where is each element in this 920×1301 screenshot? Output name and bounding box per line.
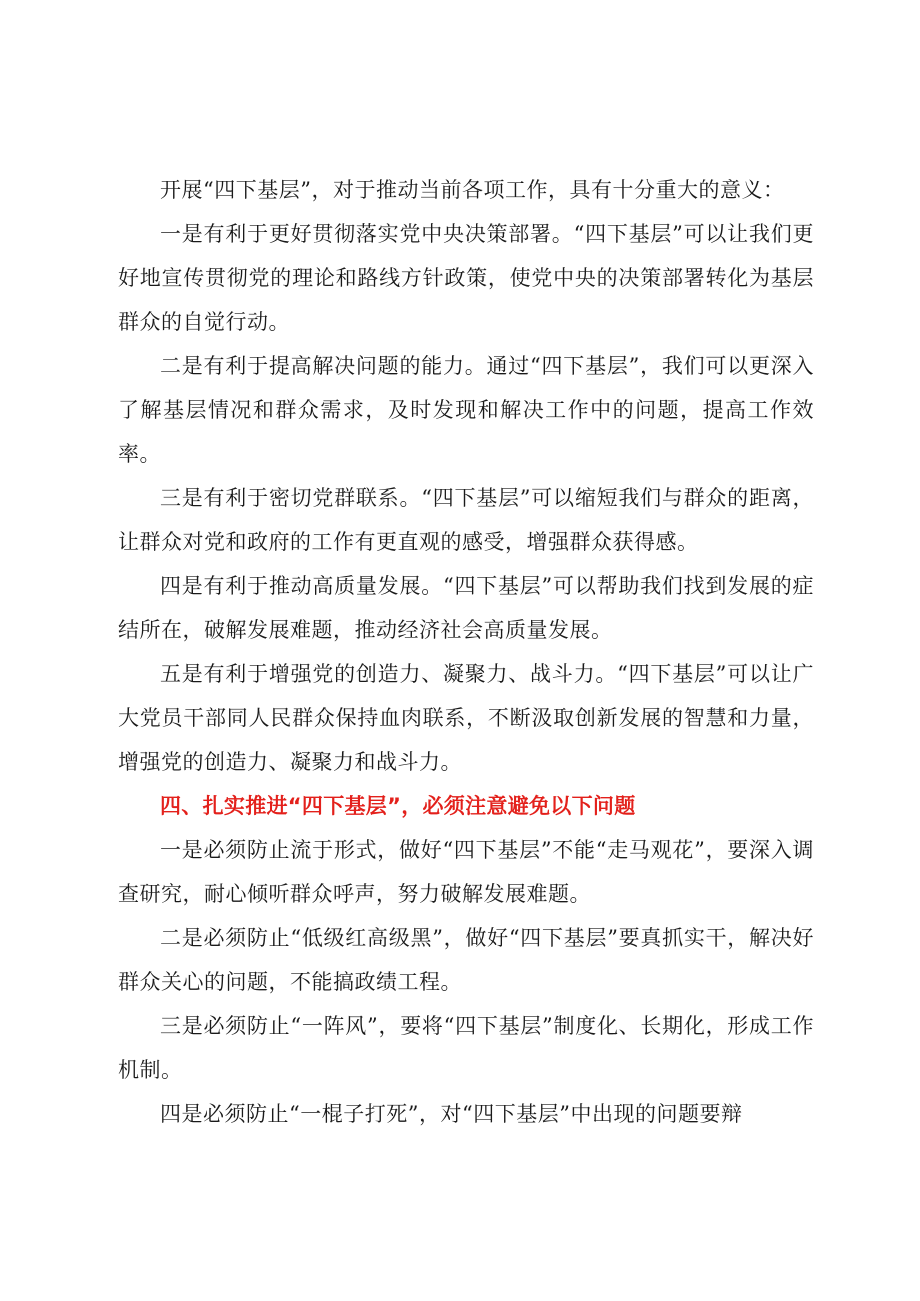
body-paragraph: 开展“四下基层”，对于推动当前各项工作，具有十分重大的意义： — [160, 178, 785, 202]
body-paragraph: 四是有利于推动高质量发展。“四下基层”可以帮助我们找到发展的症结所在，破解发展难题，推动经济社会高质量发展。 — [118, 574, 814, 642]
body-paragraph: 五是有利于增强党的创造力、凝聚力、战斗力。“四下基层”可以让广大党员干部同人民群众保持血肉联系，不断汲取创新发展的智慧和力量，增强党的创造力、凝聚力和战斗力。 — [118, 662, 814, 774]
section-heading: 四、扎实推进“四下基层”，必须注意避免以下问题 — [160, 794, 636, 818]
body-paragraph: 一是有利于更好贯彻落实党中央决策部署。“四下基层”可以让我们更好地宣传贯彻党的理论和路线方针政策，使党中央的决策部署转化为基层群众的自觉行动。 — [118, 222, 814, 334]
document-page — [118, 168, 814, 1136]
body-paragraph: 二是必须防止“低级红高级黑”，做好“四下基层”要真抓实干，解决好群众关心的问题，不能搞政绩工程。 — [118, 926, 814, 994]
body-paragraph: 一是必须防止流于形式，做好“四下基层”不能“走马观花”，要深入调查研究，耐心倾听群众呼声，努力破解发展难题。 — [118, 838, 814, 906]
body-paragraph: 二是有利于提高解决问题的能力。通过“四下基层”，我们可以更深入了解基层情况和群众需求，及时发现和解决工作中的问题，提高工作效率。 — [118, 354, 814, 466]
body-paragraph: 三是有利于密切党群联系。“四下基层”可以缩短我们与群众的距离，让群众对党和政府的工作有更直观的感受，增强群众获得感。 — [118, 486, 814, 554]
body-paragraph: 四是必须防止“一棍子打死”，对“四下基层”中出现的问题要辩 — [160, 1102, 743, 1126]
body-paragraph: 三是必须防止“一阵风”，要将“四下基层”制度化、长期化，形成工作机制。 — [118, 1014, 814, 1082]
